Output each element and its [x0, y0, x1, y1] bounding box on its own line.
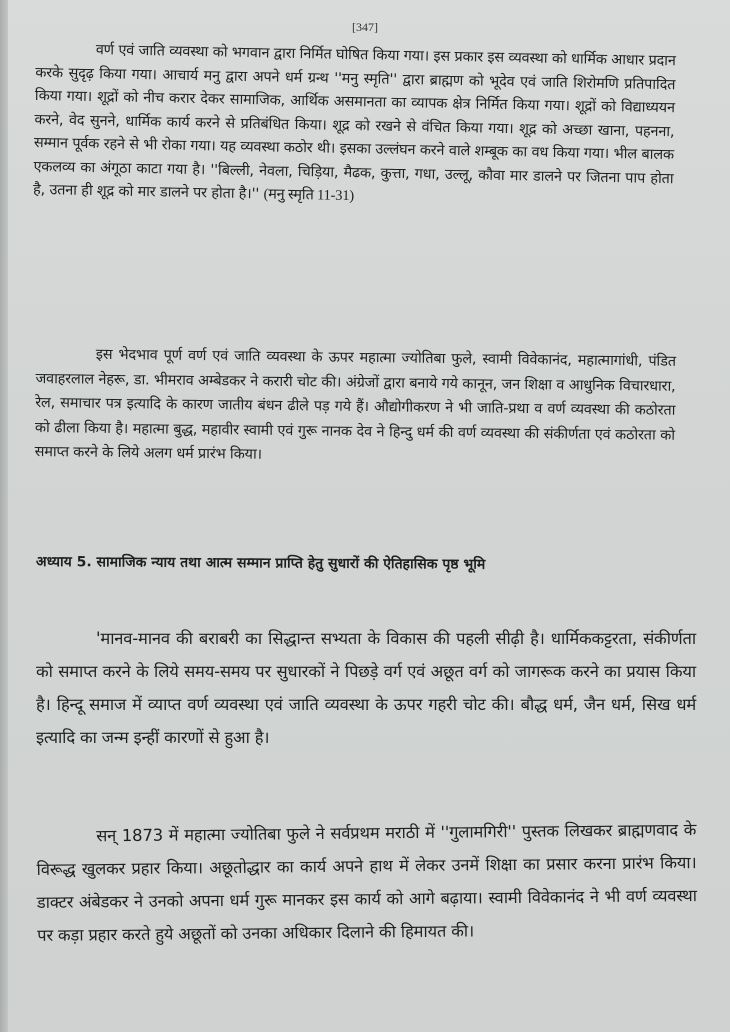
page-number: [347]: [352, 20, 378, 34]
paragraph-text: वर्ण एवं जाति व्यवस्था को भगवान द्वारा निर्मित घोषित किया गया। इस प्रकार इस व्यवस्था को धार्मिक आधार प्रदान करके सुदृढ़ किया गया। आचार्य मनु द्वारा अपने धर्म ग्रन्थ ''मनु स्मृति'' द्वारा ब्राह्मण को भूदेव एवं जाति शिरोमणि प्रतिपादित किया गया। शूद्रों को नीच करार देकर सामाजिक, आर्थिक असमानता का व्यापक क्षेत्र निर्मित किया गया। शूद्रों को विद्याध्ययन करने, वेद सुनने, धार्मिक कार्य करने से प्रतिबंधित किया। शूद्र को रखने से वंचित किया गया। शूद्र को अच्छा खाना, पहनना, सम्मान पूर्वक रहने से भी रोका गया। यह व्यवस्था कठोर थी। इसका उल्लंघन करने वाले शम्बूक का वध किया गया। भील बालक एकलव्य का अंगूठा काटा गया है। ''बिल्ली, नेवला, चिड़िया, मैढक, कुत्ता, गधा, उल्लू, कौवा मार डालने पर जितना पाप होता है, उतना ही शूद्र को मार डालने पर होता है।'': [32, 42, 676, 203]
paragraph-text: 'मानव-मानव की बराबरी का सिद्धान्त सभ्यता के विकास की पहली सीढ़ी है। धार्मिककट्टरता, संकीर्णता को समाप्त करने के लिये समय-समय पर सुधारकों ने पिछड़े वर्ग एवं अछूत वर्ग को जागरूक करने का प्रयास किया है। हिन्दू समाज में व्याप्त वर्ण व्यवस्था एवं जाति व्यवस्था के ऊपर गहरी चोट की। बौद्ध धर्म, जैन धर्म, सिख धर्म इत्यादि का जन्म इन्हीं कारणों से हुआ है।: [36, 629, 696, 747]
paragraph-reformers: [35, 342, 676, 472]
paragraph-text: इस भेदभाव पूर्ण वर्ण एवं जाति व्यवस्था के ऊपर महात्मा ज्योतिबा फुले, स्वामी विवेकानंद, महात्मागांधी, पंडित जवाहरलाल नेहरू, डा. भीमराव अम्बेडकर ने करारी चोट की। अंग्रेजों द्वारा बनाये गये कानून, जन शिक्षा व आधुनिक विचारधारा, रेल, समाचार पत्र इत्यादि के कारण जातीय बंधन ढीले पड़ गये हैं। औद्योगीकरण ने भी जाति-प्रथा व वर्ण व्यवस्था की कठोरता को ढीला किया है। महात्मा बुद्ध, महावीर स्वामी एवं गुरू नानक देव ने हिन्दु धर्म की वर्ण व्यवस्था की संकीर्णता एवं कठोरता को समाप्त करने के लिये अलग धर्म प्रारंभ किया।: [34, 346, 676, 463]
paragraph-phule-1873: [36, 813, 697, 952]
page-binding-edge: [0, 0, 8, 1032]
paragraph-equality: [36, 622, 696, 754]
citation-manu-smriti: (मनु स्मृति 11-31): [263, 186, 355, 205]
paragraph-text: सन् 1873 में महात्मा ज्योतिबा फुले ने सर्वप्रथम मराठी में ''गुलामगिरी'' पुस्तक लिखकर ब्राह्मणवाद के विरूद्ध खुलकर प्रहार किया। अछूतोद्धार का कार्य अपने हाथ में लेकर उनमें शिक्षा का प्रसार करना प्रारंभ किया। डाक्टर अंबेडकर ने उनको अपना धर्म गुरू मानकर इस कार्य को आगे बढ़ाया। स्वामी विवेकानंद ने भी वर्ण व्यवस्था पर कड़ा प्रहार करते हुये अछूतों को उनका अधिकार दिलाने की हिमायत की।: [36, 820, 697, 945]
paragraph-varna-system: [33, 38, 676, 215]
chapter-heading: अध्याय 5. सामाजिक न्याय तथा आत्म सम्मान प्राप्ति हेतु सुधारों की ऐतिहासिक पृष्ठ भूमि: [35, 553, 486, 573]
